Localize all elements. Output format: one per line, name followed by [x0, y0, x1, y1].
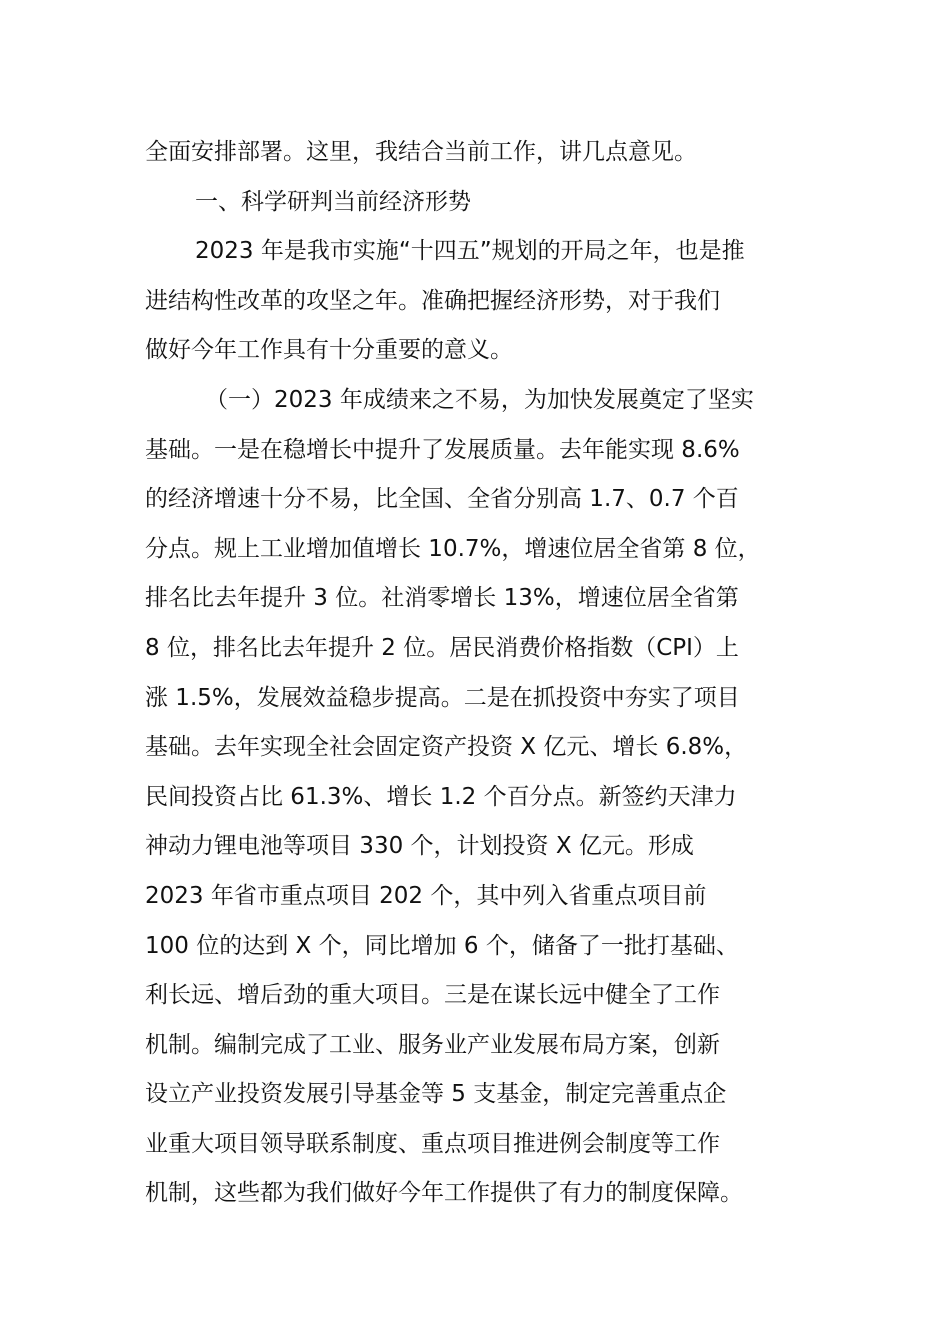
- text-line: 神动力锂电池等项目 330 个，计划投资 X 亿元。形成: [145, 833, 694, 860]
- text-line: 业重大项目领导联系制度、重点项目推进例会制度等工作: [145, 1130, 720, 1157]
- text-line: 设立产业投资发展引导基金等 5 支基金，制定完善重点企: [145, 1081, 727, 1108]
- text-line: 基础。一是在稳增长中提升了发展质量。去年能实现 8.6%: [145, 436, 740, 463]
- text-line: 民间投资占比 61.3%、增长 1.2 个百分点。新签约天津力: [145, 783, 737, 810]
- text-line: 2023 年是我市实施“十四五”规划的开局之年，也是推: [195, 238, 745, 265]
- text-line: 8 位，排名比去年提升 2 位。居民消费价格指数（CPI）上: [145, 634, 739, 661]
- document-body: [145, 128, 810, 1219]
- text-line: 基础。去年实现全社会固定资产投资 X 亿元、增长 6.8%，: [145, 734, 748, 761]
- text-line: 分点。规上工业增加值增长 10.7%，增速位居全省第 8 位，: [145, 535, 761, 562]
- section-heading: 一、科学研判当前经济形势: [195, 188, 471, 215]
- text-line: 2023 年省市重点项目 202 个，其中列入省重点项目前: [145, 882, 707, 909]
- text-line: 全面安排部署。这里，我结合当前工作，讲几点意见。: [145, 139, 697, 165]
- text-line: 利长远、增后劲的重大项目。三是在谋长远中健全了工作: [145, 982, 720, 1009]
- text-line: 机制，这些都为我们做好今年工作提供了有力的制度保障。: [145, 1180, 743, 1207]
- subsection-heading: （一）2023 年成绩来之不易，为加快发展奠定了坚实: [205, 386, 754, 413]
- text-line: 的经济增速十分不易，比全国、全省分别高 1.7、0.7 个百: [145, 486, 739, 513]
- text-line: 做好今年工作具有十分重要的意义。: [145, 337, 513, 364]
- text-line: 机制。编制完成了工业、服务业产业发展布局方案，创新: [145, 1031, 720, 1058]
- text-line: 进结构性改革的攻坚之年。准确把握经济形势，对于我们: [145, 287, 720, 314]
- text-line: 涨 1.5%，发展效益稳步提高。二是在抓投资中夯实了项目: [145, 684, 740, 711]
- text-line: 排名比去年提升 3 位。社消零增长 13%，增速位居全省第: [145, 585, 739, 612]
- text-line: 100 位的达到 X 个，同比增加 6 个，储备了一批打基础、: [145, 932, 739, 959]
